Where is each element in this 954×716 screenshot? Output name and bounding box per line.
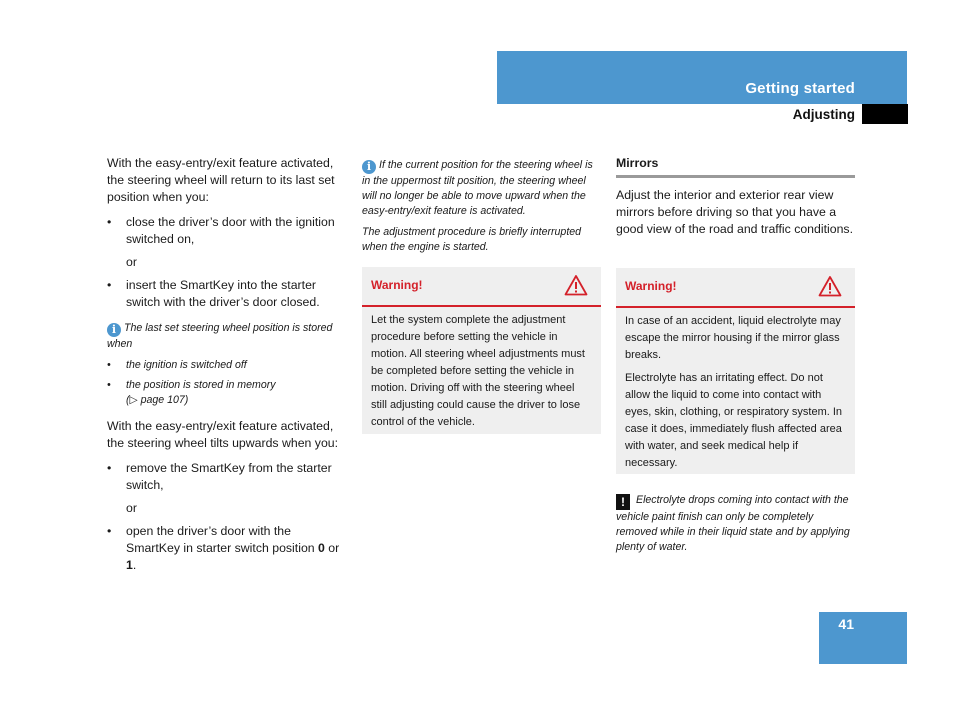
warning-box [616, 268, 855, 474]
subsection-title: Adjusting [792, 107, 855, 122]
page-reference: (▷ page 107) [126, 394, 189, 406]
section-tab-marker [862, 104, 908, 124]
page-number-box [819, 612, 907, 664]
paragraph: With the easy-entry/exit feature activated, the steering wheel will return to its last set position when you: [107, 156, 335, 204]
info-note: The adjustment procedure is briefly interrupted when the engine is started. [362, 226, 582, 253]
warning-header [616, 268, 855, 308]
warning-label: Warning! [371, 278, 423, 292]
list-item: • close the driver’s door with the ignition switched on, [107, 214, 347, 248]
caution-note [616, 493, 856, 555]
or-text: or [126, 501, 137, 515]
info-icon: i [362, 160, 376, 174]
list-item-text: . [132, 558, 137, 572]
left-column [107, 155, 347, 574]
info-note-text: The last set steering wheel position is stored when [107, 322, 333, 350]
warning-body [362, 307, 601, 431]
list-item [107, 378, 347, 408]
section-heading: Mirrors [616, 156, 855, 178]
info-note [107, 321, 347, 352]
section-title: Getting started [745, 80, 855, 97]
list-item-text: or [324, 541, 340, 555]
list-item: • the ignition is switched off [107, 358, 347, 373]
caution-note-block [616, 493, 856, 555]
right-column [616, 187, 856, 238]
list-item-text: open the driver’s door with the SmartKey in starter switch position [126, 524, 319, 555]
info-note-text: If the current position for the steering wheel is in the uppermost tilt position, the steering wheel will no longer be able to move upward when the easy-entry/exit feature is activated. [362, 159, 593, 217]
warning-text: Let the system complete the adjustment procedure before setting the vehicle in motion. All steering wheel adjustments must be completed before setting the vehicle in motion. Driving off with the steering wheel still adjusting could cause the driver to lose control of the vehicle. [371, 314, 585, 428]
warning-label: Warning! [625, 279, 677, 293]
info-note [362, 158, 602, 219]
caution-note-text: Electrolyte drops coming into contact with the vehicle paint finish can only be completely removed while in their liquid state and by applying plenty of water. [616, 494, 850, 553]
warning-header [362, 267, 601, 307]
list-item [107, 523, 347, 574]
list-item-text: the position is stored in memory [126, 379, 276, 391]
warning-triangle-icon [818, 275, 842, 297]
info-icon: i [107, 323, 121, 337]
warning-text: In case of an accident, liquid electrolyte may escape the mirror housing if the mirror glass breaks. [625, 315, 841, 361]
warning-body [616, 308, 855, 472]
list-item: • insert the SmartKey into the starter switch with the driver’s door closed. [107, 277, 347, 311]
warning-box [362, 267, 601, 434]
paragraph: With the easy-entry/exit feature activated, the steering wheel tilts upwards when you: [107, 419, 339, 450]
list-item: • remove the SmartKey from the starter switch, [107, 460, 347, 494]
middle-column [362, 158, 602, 255]
switch-position-1: 1 [126, 558, 133, 572]
or-text: or [126, 255, 137, 269]
warning-text: Electrolyte has an irritating effect. Do not allow the liquid to come into contact with eyes, skin, clothing, or respiratory system. In case it does, immediately flush affected area with water, and seek medical help if necessary. [625, 372, 843, 469]
exclamation-icon: ! [616, 494, 630, 510]
paragraph: Adjust the interior and exterior rear view mirrors before driving so that you have a good view of the road and traffic conditions. [616, 188, 853, 236]
warning-triangle-icon [564, 274, 588, 296]
switch-position-0: 0 [318, 541, 325, 555]
page-number: 41 [838, 616, 854, 632]
header-bar [497, 51, 907, 104]
